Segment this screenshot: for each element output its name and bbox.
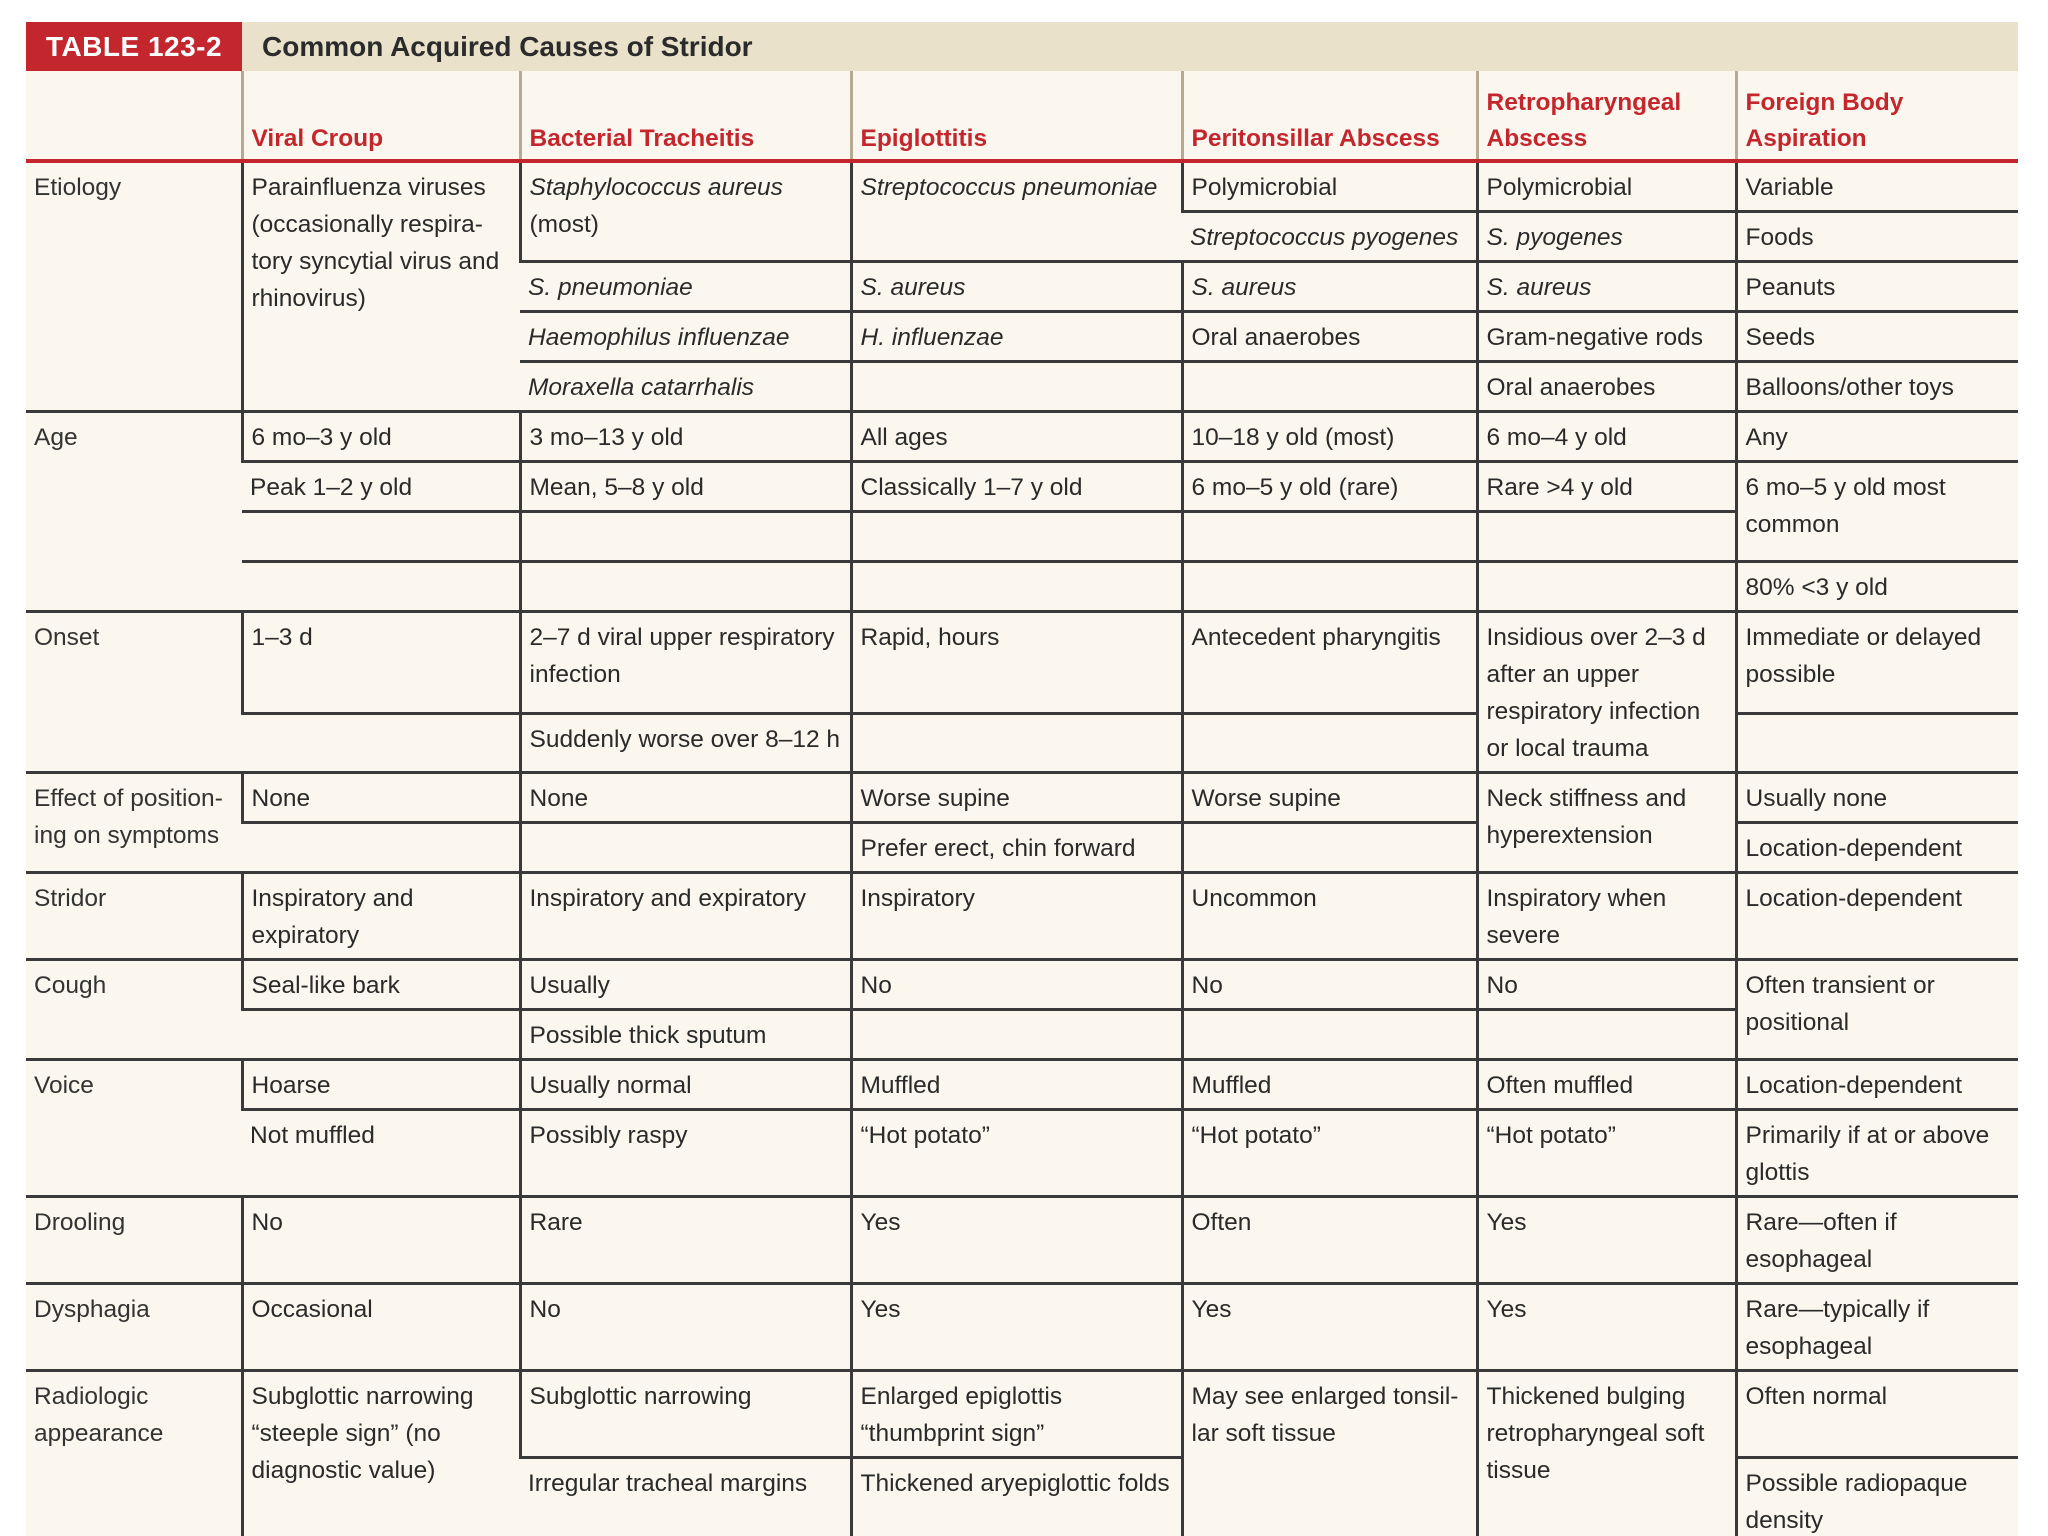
- table-cell: Not muffled: [242, 1110, 520, 1197]
- table-row: [26, 412, 2018, 462]
- table-cell: 6 mo–5 y old (rare): [1182, 462, 1477, 512]
- table-cell: Inspiratory and expiratory: [520, 873, 851, 960]
- table-cell: No: [242, 1197, 520, 1284]
- table-cell: 80% <3 y old: [1736, 562, 2018, 612]
- table-cell: All ages: [851, 412, 1182, 462]
- table-cell: Thickened aryepiglottic folds: [851, 1458, 1182, 1536]
- table-cell: Often muffled: [1477, 1060, 1736, 1110]
- table-cell: Antecedent pharyngitis: [1182, 612, 1477, 714]
- table-cell: Worse supine: [851, 773, 1182, 823]
- table-row: [26, 873, 2018, 960]
- table-cell-empty: [1477, 562, 1736, 612]
- table-cell: Inspiratory when severe: [1477, 873, 1736, 960]
- header-bacterial-tracheitis: Bacterial Tracheitis: [520, 71, 851, 161]
- table-cell: Seeds: [1736, 312, 2018, 362]
- table-cell-empty: [1477, 512, 1736, 562]
- table-cell: Mean, 5–8 y old: [520, 462, 851, 512]
- table-cell: Polymicrobial: [1477, 161, 1736, 212]
- table-cell: Muffled: [1182, 1060, 1477, 1110]
- table-cell: No: [851, 960, 1182, 1010]
- table-row: [26, 960, 2018, 1010]
- table-cell-empty: [851, 714, 1182, 773]
- table-cell: Variable: [1736, 161, 2018, 212]
- row-label-stridor: Stridor: [26, 873, 242, 960]
- table-cell: Immediate or delayed possible: [1736, 612, 2018, 714]
- table-row: [26, 512, 2018, 562]
- row-label-age: Age: [26, 412, 242, 612]
- table-cell: Location-dependent: [1736, 1060, 2018, 1110]
- table-cell: Yes: [1182, 1284, 1477, 1371]
- row-label-onset: Onset: [26, 612, 242, 773]
- table-cell: Worse supine: [1182, 773, 1477, 823]
- table-cell: “Hot potato”: [851, 1110, 1182, 1197]
- table-cell: Oral anaerobes: [1182, 312, 1477, 362]
- table-cell: No: [1477, 960, 1736, 1010]
- table-cell: Rare—typically if esophageal: [1736, 1284, 2018, 1371]
- table-cell: Inspiratory: [851, 873, 1182, 960]
- table-title-bar: [26, 22, 2018, 71]
- table-cell: Neck stiffness and hyperextension: [1477, 773, 1736, 873]
- table-cell-empty: [242, 714, 520, 773]
- row-label-etiology: Etiology: [34, 174, 122, 201]
- table-row: [26, 1110, 2018, 1197]
- table-cell-empty: [851, 512, 1182, 562]
- table-header-row: [26, 71, 2018, 161]
- table-cell: [851, 362, 1182, 412]
- table-cell: Uncommon: [1182, 873, 1477, 960]
- table-cell: Prefer erect, chin forward: [851, 823, 1182, 873]
- table-cell: Primarily if at or above glottis: [1736, 1110, 2018, 1197]
- table-cell-empty: [1182, 562, 1477, 612]
- table-cell: Rapid, hours: [851, 612, 1182, 714]
- table-number-label: TABLE 123-2: [26, 22, 242, 71]
- table-cell-empty: [520, 512, 851, 562]
- table-cell: Usually: [520, 960, 851, 1010]
- row-label-positioning: Effect of position-ing on symptoms: [26, 773, 242, 873]
- table-cell-empty: [242, 562, 520, 612]
- table-cell: Streptococcus pyogenes: [1182, 212, 1477, 262]
- table-row: [26, 1284, 2018, 1371]
- table-cell-empty: [1182, 714, 1477, 773]
- header-peritonsillar-abscess: Peritonsillar Abscess: [1182, 71, 1477, 161]
- table-row: [26, 773, 2018, 823]
- table-cell-empty: [1182, 512, 1477, 562]
- table-cell: H. influenzae: [851, 312, 1182, 362]
- table-cell: Enlarged epiglottis “thumbprint sign”: [851, 1371, 1182, 1458]
- table-row: [26, 1010, 2018, 1060]
- cell-note: (most): [529, 211, 599, 238]
- table-cell: Gram-negative rods: [1477, 312, 1736, 362]
- table-cell: 10–18 y old (most): [1182, 412, 1477, 462]
- stridor-causes-table: [26, 71, 2018, 1536]
- table-cell: May see enlarged tonsil-lar soft tissue: [1182, 1371, 1477, 1536]
- table-cell: 6 mo–5 y old most common: [1736, 462, 2018, 562]
- table-cell: 2–7 d viral upper respiratory infection: [520, 612, 851, 714]
- table-cell: 1–3 d: [242, 612, 520, 714]
- table-cell: Peanuts: [1736, 262, 2018, 312]
- table-row: [26, 1197, 2018, 1284]
- table-cell: No: [1182, 960, 1477, 1010]
- table-cell: “Hot potato”: [1182, 1110, 1477, 1197]
- table-cell: S. aureus: [1477, 262, 1736, 312]
- table-cell: Seal-like bark: [242, 960, 520, 1010]
- table-cell: Yes: [1477, 1197, 1736, 1284]
- table-cell: Often normal: [1736, 1371, 2018, 1458]
- table-cell: Often: [1182, 1197, 1477, 1284]
- table-cell: Polymicrobial: [1182, 161, 1477, 212]
- table-cell: Usually normal: [520, 1060, 851, 1110]
- table-row: [26, 1060, 2018, 1110]
- header-viral-croup: Viral Croup: [242, 71, 520, 161]
- table-cell: S. aureus: [1182, 262, 1477, 312]
- table-cell: Often transient or positional: [1736, 960, 2018, 1060]
- table-cell: No: [520, 1284, 851, 1371]
- table-cell: Rare >4 y old: [1477, 462, 1736, 512]
- table-cell: Yes: [851, 1284, 1182, 1371]
- table-cell-empty: [1477, 1010, 1736, 1060]
- row-label-radiologic: Radiologic appearance: [26, 1371, 242, 1536]
- table-cell: Yes: [1477, 1284, 1736, 1371]
- table-cell: 6 mo–3 y old: [242, 412, 520, 462]
- table-cell-empty: [242, 823, 520, 873]
- table-cell: [1182, 362, 1477, 412]
- table-cell: None: [242, 773, 520, 823]
- table-cell-empty: [1736, 714, 2018, 773]
- table-cell: Location-dependent: [1736, 873, 2018, 960]
- table-cell: Oral anaerobes: [1477, 362, 1736, 412]
- table-row: [26, 562, 2018, 612]
- table-cell: S. aureus: [851, 262, 1182, 312]
- header-epiglottitis: Epiglottitis: [851, 71, 1182, 161]
- table-cell: Subglottic narrowing “steeple sign” (no diagnostic value): [242, 1371, 520, 1536]
- table-cell: Thickened bulging retropharyngeal soft tissue: [1477, 1371, 1736, 1536]
- table-cell: Hoarse: [242, 1060, 520, 1110]
- table-cell: Rare: [520, 1197, 851, 1284]
- table-cell: Inspiratory and expiratory: [242, 873, 520, 960]
- table-cell-empty: [851, 562, 1182, 612]
- table-cell-empty: [242, 512, 520, 562]
- table-cell: Any: [1736, 412, 2018, 462]
- table-row: [26, 612, 2018, 714]
- row-label-drooling: Drooling: [26, 1197, 242, 1284]
- table-cell-empty: [520, 823, 851, 873]
- table-cell: [520, 161, 851, 262]
- row-label-voice: Voice: [26, 1060, 242, 1197]
- table-cell-empty: [1182, 1010, 1477, 1060]
- table-cell: Irregular tracheal margins: [520, 1458, 851, 1536]
- table-cell: S. pneumoniae: [520, 262, 851, 312]
- row-label-dysphagia: Dysphagia: [26, 1284, 242, 1371]
- table-cell: Haemophilus influenzae: [520, 312, 851, 362]
- table-cell: 3 mo–13 y old: [520, 412, 851, 462]
- table-cell: Moraxella catarrhalis: [520, 362, 851, 412]
- table-cell: S. pyogenes: [1477, 212, 1736, 262]
- header-foreign-body-aspiration: Foreign Body Aspiration: [1736, 71, 2018, 161]
- header-retropharyngeal-abscess: Retropharyngeal Abscess: [1477, 71, 1736, 161]
- table-row: [26, 161, 2018, 212]
- table-cell: Possible thick sputum: [520, 1010, 851, 1060]
- table-cell: Foods: [1736, 212, 2018, 262]
- table-cell: Possible radiopaque density: [1736, 1458, 2018, 1536]
- table-cell: Location-dependent: [1736, 823, 2018, 873]
- table-cell: Usually none: [1736, 773, 2018, 823]
- table-cell: Yes: [851, 1197, 1182, 1284]
- table-cell: Suddenly worse over 8–12 h: [520, 714, 851, 773]
- row-label-cough: Cough: [26, 960, 242, 1060]
- table-title: Common Acquired Causes of Stridor: [262, 31, 753, 62]
- table-cell-empty: [520, 562, 851, 612]
- table-cell: Peak 1–2 y old: [242, 462, 520, 512]
- header-empty: [26, 71, 242, 161]
- table-cell: Occasional: [242, 1284, 520, 1371]
- table-cell: Subglottic narrowing: [520, 1371, 851, 1458]
- table-cell-empty: [242, 1010, 520, 1060]
- table-cell: Classically 1–7 y old: [851, 462, 1182, 512]
- table-page: [26, 22, 2018, 1536]
- table-cell: Possibly raspy: [520, 1110, 851, 1197]
- table-cell: 6 mo–4 y old: [1477, 412, 1736, 462]
- table-cell: Balloons/other toys: [1736, 362, 2018, 412]
- table-row: [26, 462, 2018, 512]
- table-cell-empty: [851, 1010, 1182, 1060]
- table-cell: Streptococcus pneumoniae: [851, 161, 1182, 262]
- organism-name: Staphylococcus aureus: [529, 174, 783, 201]
- table-cell: Rare—often if esophageal: [1736, 1197, 2018, 1284]
- table-row: [26, 1371, 2018, 1458]
- table-cell: Muffled: [851, 1060, 1182, 1110]
- table-cell: Insidious over 2–3 d after an upper respiratory infection or local trauma: [1477, 612, 1736, 773]
- table-cell: Parainfluenza viruses (occasionally respira-tory syncytial virus and rhinovirus): [242, 161, 520, 412]
- table-cell: None: [520, 773, 851, 823]
- table-cell-empty: [1182, 823, 1477, 873]
- table-cell: “Hot potato”: [1477, 1110, 1736, 1197]
